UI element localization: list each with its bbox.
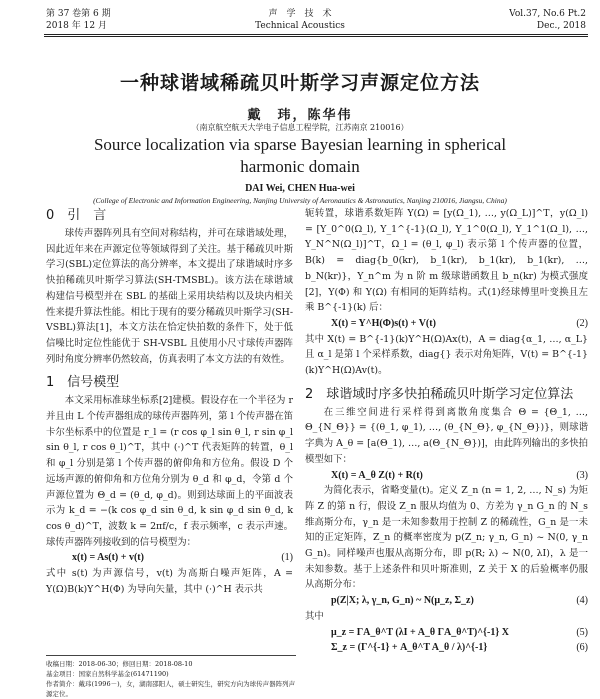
equation-6	[305, 640, 588, 656]
right-paragraph-d: 为简化表示，省略变量(t)。定义 Z_n (n = 1, 2, …, N_s) 为矩阵 Z 的第 n 行，假设 Z_n 服从均值为 0、方差为 γ_n G_n 的 N_s 维高斯分布，γ_n 是一未知参数用于控制 Z 的稀疏性，G_n 是一未知的正定矩阵，Z_n 的概率密度为 p(Z_n; γ_n, G_n) ~ N(0, γ_n G_n)。同样噪声也服从高斯分布，即 p(R; λ) ~ N(0, λI)，λ 是一未知参数。基于上述条件和贝叶斯准则，Z 关于 X 的后验概率仍服从高斯分布：	[305, 485, 588, 591]
section-0-heading: 0 引 言	[46, 208, 107, 223]
footnote	[46, 655, 296, 699]
authors-cn: 戴 玮，陈华伟	[247, 108, 353, 123]
journal-en: Technical Acoustics	[255, 21, 345, 31]
equation-4-formula: p(Z|X; λ, γ_n, G_n) ~ N(μ_z, Σ_z)	[331, 595, 474, 607]
journal-cn: 声 学 技 术	[268, 9, 332, 19]
equation-1	[46, 550, 293, 566]
section-0-paragraph: 球传声器阵列具有空间对称结构，并可在球谐域处理，因此近年来在声源定位等领域得到了关注。基于稀疏贝叶斯学习(SBL)定位算法的高分辨率，本文提出了球谐域时序多快拍稀疏贝叶斯学习算法(SH-TMSBL)。该方法在球谐域构建信号模型并在 SBL 的基础上采用块结构以及块内相关性来提升算法性能。相比于现有的要分稀疏贝叶斯学习(SH-VSBL)算法[1]，本文方法在恰定快拍数的条件下，处于低信噪比时定位性能优于 SH-VSBL 且使用小尺寸球传声器阵列时角度分辨率仍然较高，仿真表明了本文方法的有效性。	[46, 228, 293, 365]
volume: Vol.37, No.6 Pt.2	[509, 9, 586, 19]
equation-2-number: (2)	[576, 317, 588, 329]
equation-2-formula: X(t) = Y^H(Φ)s(t) + V(t)	[331, 317, 436, 329]
header-right	[509, 8, 586, 32]
date-cn: 2018 年 12 月	[46, 21, 107, 31]
right-paragraph-b: 其中 X(t) = B^{-1}(k)Y^H(Ω)Ax(t)，A = diag{α_1, …, α_L} 且 α_l 是第 l 个采样系数，diag{} 表示对角矩阵，V(t) = B^{-1}(k)Y^H(Ω)Av(t)。	[305, 333, 588, 377]
affiliation-cn: （南京航空航天大学电子信息工程学院，江苏南京 210016）	[191, 123, 409, 132]
section-1-heading: 1 信号模型	[46, 375, 120, 391]
equation-4-number: (4)	[576, 595, 588, 607]
equation-2	[305, 316, 588, 332]
right-paragraph-c: 在三维空间进行采样得到离散角度集合 Θ = {Θ_1, …, Θ_{N_Θ}} = {(θ_1, φ_1), …, (θ_{N_Θ}, φ_{N_Θ})}，则球谐字典为 A_θ = [a(Θ_1), …, a(Θ_{N_Θ})]，由此阵列输出的多快拍模型如下：	[305, 406, 588, 465]
header-rule-top	[44, 34, 588, 35]
right-paragraph-e: 其中	[305, 610, 324, 622]
equation-1-formula: x(t) = As(t) + v(t)	[72, 552, 144, 564]
equation-6-number: (6)	[576, 642, 588, 654]
issue-cn: 第 37 卷第 6 期	[46, 9, 111, 19]
equation-4	[305, 593, 588, 609]
running-header	[0, 6, 600, 36]
title-cn: 一种球谐域稀疏贝叶斯学习声源定位方法	[119, 72, 480, 94]
section-1-paragraph-1: 本文采用标准球坐标系[2]建模。假设存在一个半径为 r 并且由 L 个传声器组成的球传声器阵列，第 l 个传声器在笛卡尔坐标系中的位置是 r_l = (r cos φ_l sin θ_l, r sin φ_l sin θ_l, r cos θ_l)^T，其中 (·)^T 代表矩阵的转置，θ_l 和 φ_l 分别是第 l 个传声器的俯仰角和方位角。假设 D 个远场声源的俯仰角和方位角分别为 θ_d 和 φ_d，令第 d 个声源位置为 Θ_d = (θ_d, φ_d)。则到达球面上的平面波表示为 k_d = −(k cos φ_d sin θ_d, k sin φ_d sin θ_d, k cos θ_d)^T，波数 k = 2πf/c，f 表示频率，c 表示声速。球传声器阵列接收到的信号模型为：	[46, 395, 293, 548]
footnote-received: 收稿日期：2018-06-30；修回日期：2018-08-10	[46, 660, 193, 668]
right-paragraph-a: 轭转置，球谐系数矩阵 Y(Ω) = [y(Ω_1), …, y(Ω_L)]^T，y(Ω_l) = [Y_0^0(Ω_l), Y_1^{-1}(Ω_l), Y_1^0(Ω_l), Y_1^1(Ω_l), …, Y_N^N(Ω_l)]^T，Ω_l = (θ_l, φ_l) 表示第 l 个传声器的位置，B(k) = diag{b_0(kr), b_1(kr), b_1(kr), b_1(kr), …, b_N(kr)}，Y_n^m 为 n 阶 m 级球谐函数且 b_n(kr) 为模式强度[2]，Y(Φ) 和 Y(Ω) 有相同的矩阵结构。式(1)经球傅里叶变换且左乘 B^{-1}(k) 后：	[305, 208, 588, 314]
title-en: Source localization via sparse Bayesian learning in spherical harmonic domain	[93, 135, 507, 176]
affiliation-en: (College of Electronic and Information Engineering, Nanjing University of Aeronautics & Astronautics, Nanjing 210016, Jiangsu, China)	[93, 196, 507, 205]
equation-1-number: (1)	[281, 552, 293, 564]
authors-en: DAI Wei, CHEN Hua-wei	[245, 183, 355, 194]
equation-3-formula: X(t) = A_θ Z(t) + R(t)	[331, 469, 423, 481]
equation-3	[305, 468, 588, 484]
date-en: Dec., 2018	[536, 21, 586, 31]
equation-5-formula: μ_z = ΓA_θ^T (λI + A_θ ΓA_θ^T)^{-1} X	[331, 626, 509, 638]
equation-5	[305, 625, 588, 641]
right-column	[305, 206, 588, 656]
left-column	[46, 206, 293, 597]
footnote-fund: 基金项目：国家自然科学基金(61471190)	[46, 670, 169, 678]
equation-3-number: (3)	[576, 469, 588, 481]
section-1-paragraph-2: 式中 s(t) 为声源信号，v(t) 为高斯白噪声矩阵，A = Y(Ω)B(k)Y^H(Φ) 为导向矢量，其中 (·)^H 表示共	[46, 568, 293, 595]
section-2-heading: 2 球谐域时序多快拍稀疏贝叶斯学习定位算法	[305, 386, 574, 402]
header-rule-bottom	[44, 36, 588, 37]
equation-6-formula: Σ_z = (Γ^{-1} + A_θ^T A_θ / λ)^{-1}	[331, 642, 488, 654]
equation-5-number: (5)	[576, 626, 588, 638]
footnote-author: 作者简介：戴玮(1996－)，女，湖南邵阳人，硕士研究生，研究方向为球传声器阵列声源定位。	[46, 680, 296, 698]
